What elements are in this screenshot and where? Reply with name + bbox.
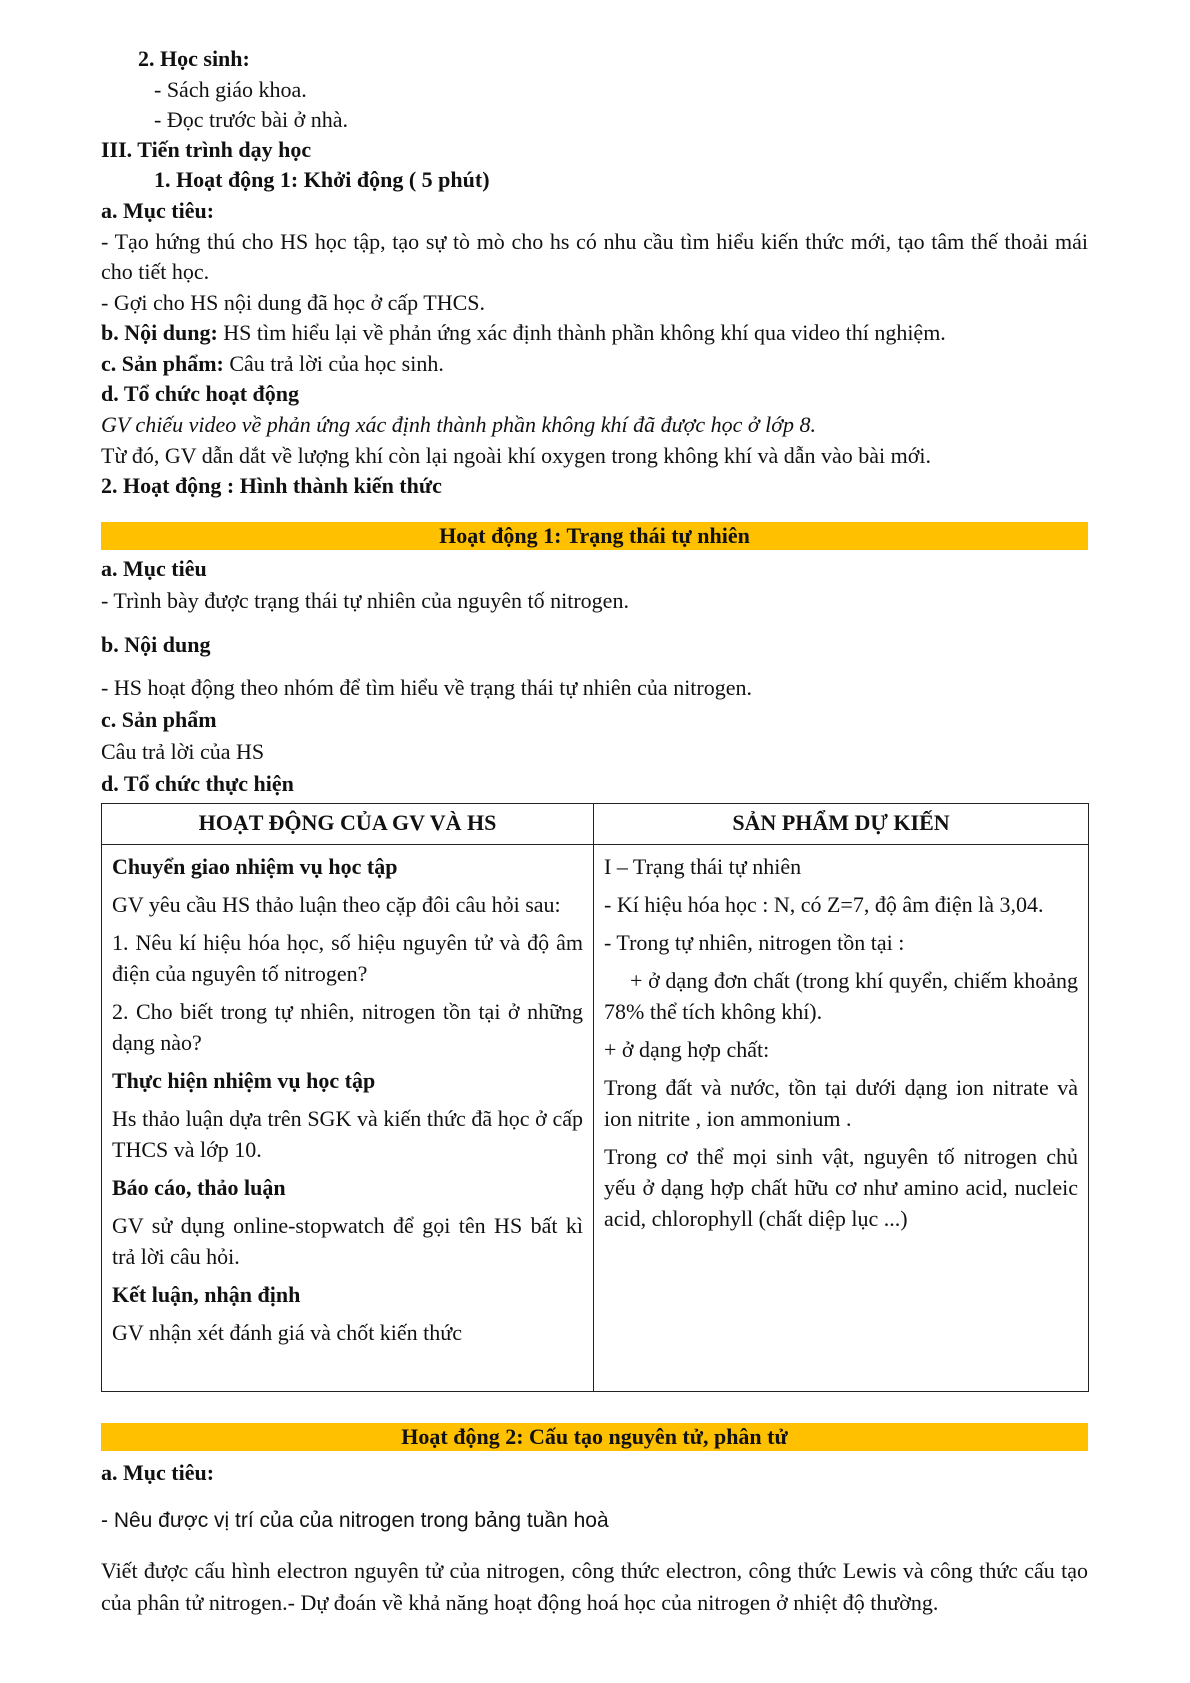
activity1-product <box>101 349 444 379</box>
table-row <box>102 845 1089 1392</box>
sub1-content-heading: b. Nội dung <box>101 632 211 657</box>
step-text: Hs thảo luận dựa trên SGK và kiến thức đã học ở cấp THCS và lớp 10. <box>112 1106 583 1162</box>
product-text: - Trong tự nhiên, nitrogen tồn tại : <box>604 930 905 955</box>
step-text: 2. Cho biết trong tự nhiên, nitrogen tồn tại ở những dạng nào? <box>112 999 583 1055</box>
students-item: - Sách giáo khoa. <box>154 77 307 102</box>
table-header-expected-product: SẢN PHẨM DỰ KIẾN <box>594 804 1089 845</box>
activity2-title: 2. Hoạt động : Hình thành kiến thức <box>101 473 442 498</box>
activity1-product-text: Câu trả lời của học sinh. <box>223 351 444 376</box>
activity1-objective-text: - Gợi cho HS nội dung đã học ở cấp THCS. <box>101 290 485 315</box>
activity1-organize-italic: GV chiếu video về phản ứng xác định thành phần không khí đã được học ở lớp 8. <box>101 412 816 437</box>
sub2-objective-text: - Nêu được vị trí của của nitrogen trong bảng tuần hoà <box>101 1509 609 1532</box>
step-text: GV sử dụng online-stopwatch để gọi tên HS bất kì trả lời câu hỏi. <box>112 1213 583 1269</box>
step-text: GV nhận xét đánh giá và chốt kiến thức <box>112 1320 462 1345</box>
activity1-organize-text: Từ đó, GV dẫn dắt về lượng khí còn lại ngoài khí oxygen trong không khí và dẫn vào bài mới. <box>101 443 932 468</box>
step-text: GV yêu cầu HS thảo luận theo cặp đôi câu hỏi sau: <box>112 892 561 917</box>
table-cell-activities <box>102 845 594 1392</box>
sub1-product-text: Câu trả lời của HS <box>101 739 265 764</box>
students-heading: 2. Học sinh: <box>138 46 250 71</box>
step-heading: Chuyển giao nhiệm vụ học tập <box>112 854 398 879</box>
activity1-product-label: c. Sản phẩm: <box>101 351 224 376</box>
table-header-row <box>102 804 1089 845</box>
activity1-objective-text: - Tạo hứng thú cho HS học tập, tạo sự tò mò cho hs có nhu cầu tìm hiểu kiến thức mới, tạo tâm thế thoải mái cho tiết học. <box>101 229 1088 284</box>
step-heading: Thực hiện nhiệm vụ học tập <box>112 1068 376 1093</box>
sub1-product-heading: c. Sản phẩm <box>101 707 217 732</box>
activity1-content-label: b. Nội dung: <box>101 320 218 345</box>
product-text: Trong đất và nước, tồn tại dưới dạng ion nitrate và ion nitrite , ion ammonium . <box>604 1075 1078 1131</box>
activity1-content-text: HS tìm hiểu lại về phản ứng xác định thành phần không khí qua video thí nghiệm. <box>217 320 946 345</box>
activity-table <box>101 803 1089 1392</box>
sub2-objective-heading: a. Mục tiêu: <box>101 1460 215 1485</box>
product-text: I – Trạng thái tự nhiên <box>604 854 802 879</box>
product-text: - Kí hiệu hóa học : N, có Z=7, độ âm điện là 3,04. <box>604 892 1044 917</box>
product-text: + ở dạng hợp chất: <box>604 1037 770 1062</box>
sub2-objective-paragraph: Viết được cấu hình electron nguyên tử của nitrogen, công thức electron, công thức Lewis và công thức cấu tạo của phân tử nitrogen.- Dự đoán về khả năng hoạt động hoá học của nitrogen ở nhiệt độ thường. <box>101 1558 1088 1615</box>
sub1-objective-heading: a. Mục tiêu <box>101 556 207 581</box>
table-header-teacher-student: HOẠT ĐỘNG CỦA GV VÀ HS <box>102 804 594 845</box>
activity1-content <box>101 318 946 348</box>
students-item: - Đọc trước bài ở nhà. <box>154 107 349 132</box>
activity1-title: 1. Hoạt động 1: Khởi động ( 5 phút) <box>154 167 490 192</box>
product-text: + ở dạng đơn chất (trong khí quyển, chiếm khoảng 78% thể tích không khí). <box>604 968 1078 1024</box>
activity1-organize-heading: d. Tổ chức hoạt động <box>101 381 300 406</box>
sub1-content-text: - HS hoạt động theo nhóm để tìm hiểu về trạng thái tự nhiên của nitrogen. <box>101 675 753 700</box>
activity1-objective-heading: a. Mục tiêu: <box>101 198 215 223</box>
section-title: III. Tiến trình dạy học <box>101 137 312 162</box>
sub1-objective-text: - Trình bày được trạng thái tự nhiên của nguyên tố nitrogen. <box>101 588 629 613</box>
table-cell-products <box>594 845 1089 1392</box>
step-heading: Báo cáo, thảo luận <box>112 1175 286 1200</box>
step-heading: Kết luận, nhận định <box>112 1282 301 1307</box>
sub1-bar-title: Hoạt động 1: Trạng thái tự nhiên <box>101 522 1088 550</box>
product-text: Trong cơ thể mọi sinh vật, nguyên tố nitrogen chủ yếu ở dạng hợp chất hữu cơ như amino acid, nucleic acid, chlorophyll (chất diệp lục ...) <box>604 1144 1078 1231</box>
step-text: 1. Nêu kí hiệu hóa học, số hiệu nguyên tử và độ âm điện của nguyên tố nitrogen? <box>112 930 583 986</box>
sub1-organize-heading: d. Tổ chức thực hiện <box>101 771 294 796</box>
sub2-bar-title: Hoạt động 2: Cấu tạo nguyên tử, phân tử <box>101 1423 1088 1451</box>
